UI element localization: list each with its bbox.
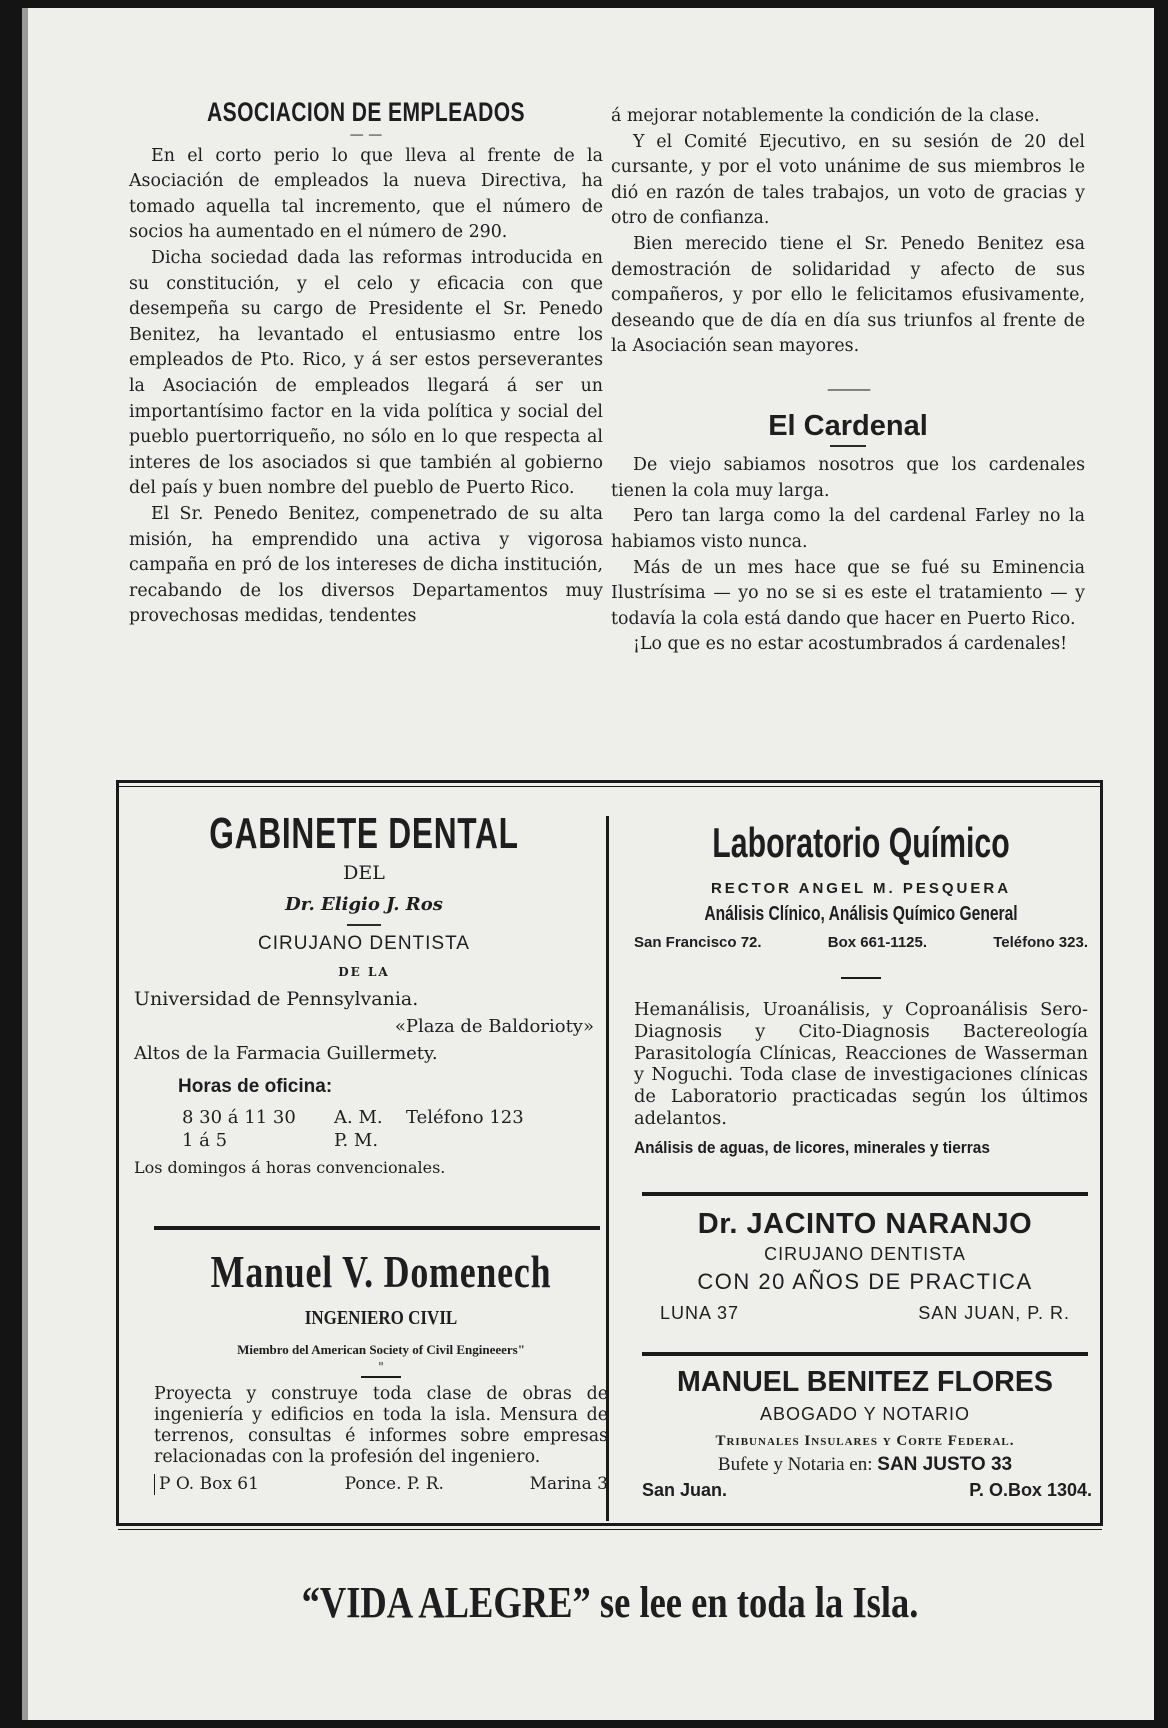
ads-frame-bottom — [118, 1523, 1102, 1526]
ad-gabinete-dental — [134, 808, 594, 1179]
ads-frame-left — [116, 780, 119, 1526]
dental-de-la: DE LA — [338, 965, 390, 979]
asociacion-continuation: á mejorar notablemente la condición de la clase. — [611, 106, 1040, 126]
dental-hours-pm — [134, 1129, 594, 1152]
left-ad-separator — [154, 1226, 600, 1230]
right-ad-separator-1 — [642, 1192, 1088, 1196]
benitez-profession: ABOGADO Y NOTARIO — [759, 1404, 971, 1424]
ad-laboratorio — [634, 818, 1088, 1158]
lab-rector: RECTOR ANGEL M. PESQUERA — [710, 880, 1012, 897]
dental-rule — [347, 924, 381, 926]
lab-address: San Francisco 72. — [634, 934, 762, 951]
dental-hours-am — [134, 1106, 594, 1129]
domenech-title: INGENIERO CIVIL — [304, 1307, 458, 1329]
article-separator: ——— — [827, 378, 869, 398]
hours-am-period: A. M. — [334, 1107, 383, 1128]
cardenal-paragraph-3: Más de un mes hace que se fué su Eminencia Ilustrísima — yo no se si es este el tratamiento — y todavía la cola está dando que hacer en Puerto Rico. — [611, 557, 1085, 629]
article-asociacion — [129, 97, 603, 630]
asociacion-paragraph-3: El Sr. Penedo Benitez, compenetrado de su alta misión, ha emprendido una activa y vigorosa campaña en pró de los intereses de dicha institución, recabando de los diversos Departamentos muy provechosas medidas, tendentes — [129, 503, 603, 627]
lab-title: Laboratorio Químico — [712, 819, 1010, 866]
benitez-box: P. O.Box 1304. — [969, 1480, 1092, 1500]
domenech-member: Miembro del American Society of Civil Engineeers" — [237, 1342, 525, 1357]
ads-frame-top — [118, 780, 1102, 783]
ads-frame-right — [1100, 780, 1103, 1526]
naranjo-location — [642, 1303, 1088, 1324]
asociacion-paragraph-2: Dicha sociedad dada las reformas introducida en su constitución, y el celo y eficacia con que desempeña su cargo de Presidente el Sr. Penedo Benitez, ha levantado el entusiasmo entre los empleados de Pto. Rico, y á ser estos perseverantes la Asociación de empleados llegará á ser un importantísimo factor en la vida política y social del pueblo puertorriqueño, no sólo en lo que respecta al interes de los asociados si que también al gobierno del país y buen nombre del pueblo de Puerto Rico. — [129, 247, 603, 499]
naranjo-experience: CON 20 AÑOS DE PRACTICA — [697, 1269, 1033, 1294]
dental-title: GABINETE DENTAL — [209, 809, 519, 858]
dental-domingos: Los domingos á horas convencionales. — [134, 1158, 446, 1177]
dental-profession: CIRUJANO DENTISTA — [258, 933, 470, 954]
benitez-location — [636, 1480, 1094, 1501]
hours-pm-range: 1 á 5 — [182, 1130, 228, 1151]
benitez-bufete — [636, 1454, 1094, 1476]
domenech-rule — [361, 1376, 401, 1378]
lab-address-line — [634, 934, 1088, 951]
dental-plaza: «Plaza de Baldorioty» — [394, 1016, 594, 1037]
asociacion-heading: ASOCIACION DE EMPLEADOS — [207, 97, 525, 127]
cardenal-paragraph-4: ¡Lo que es no estar acostumbrados á cardenales! — [633, 634, 1068, 655]
dental-del: DEL — [343, 862, 385, 884]
domenech-address — [154, 1474, 608, 1495]
domenech-street: Marina 3 — [529, 1474, 608, 1494]
benitez-bufete-label: Bufete y Notaria en: — [717, 1454, 873, 1475]
newspaper-page — [22, 8, 1154, 1720]
ad-benitez-flores — [636, 1364, 1094, 1501]
naranjo-city: SAN JUAN, P. R. — [918, 1303, 1070, 1323]
benitez-name: MANUEL BENITEZ FLORES — [677, 1366, 1053, 1398]
benitez-city: San Juan. — [642, 1480, 728, 1500]
right-ad-separator-2 — [642, 1352, 1088, 1356]
lab-aguas: Análisis de aguas, de licores, minerales y tierras — [634, 1137, 990, 1157]
domenech-quote-mark: " — [378, 1360, 384, 1374]
cardenal-heading: El Cardenal — [768, 409, 928, 442]
cardenal-paragraph-2: Pero tan larga como la del cardenal Farley no la habiamos visto nunca. — [611, 506, 1085, 552]
page-edge — [22, 8, 28, 1720]
asociacion-paragraph-5: Bien merecido tiene el Sr. Penedo Benitez esa demostración de solidaridad y afecto de sus compañeros, y por ello le felicitamos efusivamente, deseando que de día en día sus triunfos al frente de la Asociación sean mayores. — [611, 233, 1085, 357]
benitez-bufete-address: SAN JUSTO 33 — [877, 1454, 1013, 1475]
dental-altos: Altos de la Farmacia Guillermety. — [134, 1043, 438, 1064]
ad-domenech — [154, 1246, 608, 1495]
benitez-tribunales: Tribunales Insulares y Corte Federal. — [715, 1433, 1015, 1449]
domenech-box: P O. Box 61 — [159, 1474, 259, 1494]
dental-hours-label: Horas de oficina: — [178, 1076, 333, 1097]
lab-box: Box 661-1125. — [827, 934, 928, 951]
lab-analisis: Análisis Clínico, Análisis Químico General — [704, 903, 1018, 925]
dental-phone: Teléfono 123 — [406, 1107, 524, 1128]
cardenal-rule — [830, 445, 866, 447]
lab-phone: Teléfono 323. — [993, 934, 1088, 951]
naranjo-profession: CIRUJANO DENTISTA — [764, 1244, 966, 1264]
lab-body: Hemanálisis, Uroanálisis, y Coproanálisis Sero-Diagnosis y Cito-Diagnosis Bactereología Parasitología Clínicas, Reacciones de Wasserman y Noguchi. Toda clase de investigaciones clínicas de Laboratorio practicadas según los últimos adelantos. — [634, 999, 1088, 1129]
asociacion-paragraph-1: En el corto perio lo que lleva al frente de la Asociación de empleados la nueva Directiva, ha tomado aquella tal incremento, que el número de socios ha aumentado en el número de 290. — [129, 145, 603, 243]
ads-frame-top-inner — [118, 786, 1102, 787]
hours-pm-period: P. M. — [334, 1130, 379, 1151]
right-column — [611, 104, 1085, 658]
domenech-name: Manuel V. Domenech — [210, 1246, 552, 1297]
dental-doctor: Dr. Eligio J. Ros — [285, 894, 443, 915]
domenech-city: Ponce. P. R. — [344, 1474, 444, 1494]
ad-naranjo — [642, 1206, 1088, 1324]
naranjo-street: LUNA 37 — [660, 1303, 740, 1323]
heading-dash: — — — [349, 126, 383, 143]
cardenal-paragraph-1: De viejo sabiamos nosotros que los cardenales tienen la cola muy larga. — [611, 455, 1085, 501]
naranjo-name: Dr. JACINTO NARANJO — [697, 1208, 1033, 1240]
footer-slogan: “VIDA ALEGRE” se lee en toda la Isla. — [301, 1578, 919, 1627]
lab-rule — [841, 977, 881, 979]
ads-frame-bottom-inner — [118, 1529, 1102, 1530]
hours-am-range: 8 30 á 11 30 — [182, 1107, 296, 1128]
dental-university: Universidad de Pennsylvania. — [134, 988, 419, 1010]
domenech-body: Proyecta y construye toda clase de obras de ingeniería y edificios en toda la isla. Mensura de terrenos, consultas é informes sobre empresas relacionadas con la profesión del ingeniero. — [154, 1384, 608, 1467]
asociacion-paragraph-4: Y el Comité Ejecutivo, en su sesión de 20 del cursante, y por el voto unánime de sus miembros le dió en razón de tales trabajos, un voto de gracias y otro de confianza. — [611, 131, 1085, 229]
